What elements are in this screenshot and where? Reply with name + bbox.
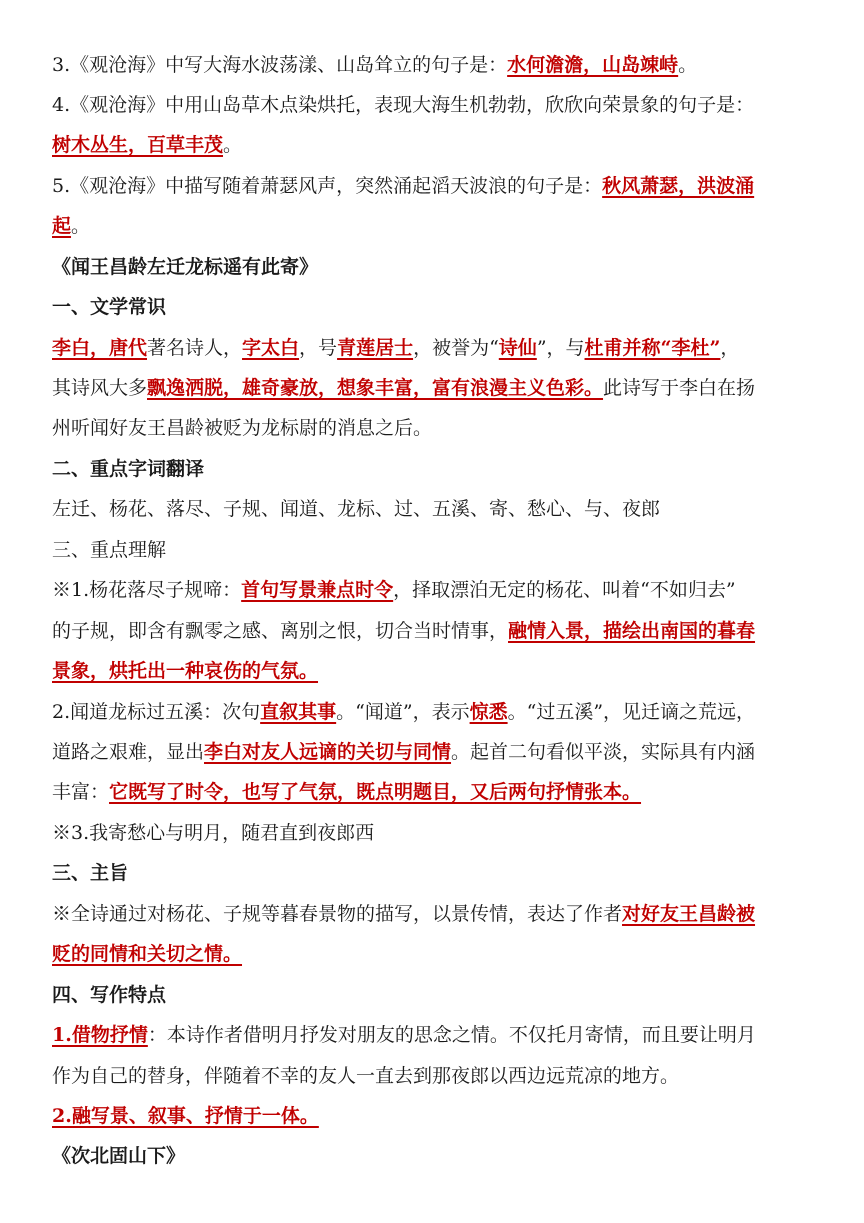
text-line [52, 618, 755, 644]
body-text: 5.《观沧海》中描写随着萧瑟风声，突然涌起滔天波浪的句子是： [52, 175, 603, 197]
text-line [52, 860, 128, 886]
body-text: 。 [678, 54, 698, 76]
text-line [52, 92, 754, 118]
body-text: ，号 [299, 337, 338, 359]
text-line [52, 901, 755, 927]
highlighted-answer: 景象，烘托出一种哀伤的气氛。 [52, 660, 319, 682]
text-line [52, 294, 166, 320]
section-heading: 二、重点字词翻译 [52, 458, 205, 480]
body-text: ，被誉为“ [413, 337, 499, 359]
text-line [52, 982, 166, 1008]
section-heading: 三、主旨 [52, 862, 129, 884]
section-heading: 四、写作特点 [52, 984, 167, 1006]
highlighted-answer: 树木丛生，百草丰茂 [52, 134, 224, 156]
text-line [52, 941, 242, 967]
body-text: 著名诗人， [147, 337, 243, 359]
text-line [52, 496, 660, 522]
body-text: 三、重点理解 [52, 539, 167, 561]
text-line [52, 1022, 756, 1048]
body-text: 作为自己的替身，伴随着不幸的友人一直去到那夜郎以西边远荒凉的地方。 [52, 1065, 680, 1087]
text-line [52, 132, 242, 158]
highlighted-answer: 杜甫并称“李杜” [584, 337, 721, 359]
section-heading: 一、文学常识 [52, 296, 167, 318]
body-text: 。 [71, 215, 91, 237]
highlighted-answer: 2.融写景、叙事、抒情于一体。 [52, 1105, 319, 1127]
text-line [52, 699, 755, 725]
body-text: 。“闻道”，表示 [336, 701, 470, 723]
highlighted-answer: 首句写景兼点时令 [241, 579, 394, 601]
text-line [52, 173, 754, 199]
text-line [52, 779, 641, 805]
highlighted-answer: 诗仙 [498, 337, 537, 359]
body-text: ， [720, 337, 740, 359]
body-text: 道路之艰难，显出 [52, 741, 205, 763]
text-line [52, 213, 90, 239]
body-text: ，择取漂泊无定的杨花、叫着“不如归去” [393, 579, 736, 601]
body-text: ※3.我寄愁心与明月，随君直到夜郎西 [52, 822, 375, 844]
highlighted-answer: 飘逸洒脱，雄奇豪放，想象丰富，富有浪漫主义色彩。 [147, 377, 604, 399]
text-line [52, 1143, 185, 1169]
highlighted-answer: 起 [52, 215, 72, 237]
body-text: ”，与 [536, 337, 585, 359]
body-text: ：本诗作者借明月抒发对朋友的思念之情。不仅托月寄情，而且要让明月 [147, 1024, 756, 1046]
body-text: 4.《观沧海》中用山岛草木点染烘托，表现大海生机勃勃，欣欣向荣景象的句子是： [52, 94, 755, 116]
text-line [52, 254, 318, 280]
body-text: 此诗写于李白在扬 [603, 377, 756, 399]
text-line [52, 820, 374, 846]
highlighted-answer: 水何澹澹，山岛竦峙 [507, 54, 679, 76]
highlighted-answer: 直叙其事 [260, 701, 337, 723]
body-text: 的子规，即含有飘零之感、离别之恨，切合当时情事， [52, 620, 509, 642]
text-line [52, 375, 755, 401]
section-heading: 《闻王昌龄左迁龙标遥有此寄》 [52, 256, 319, 278]
text-line [52, 739, 755, 765]
body-text: 。 [223, 134, 243, 156]
body-text: ※全诗通过对杨花、子规等暮春景物的描写，以景传情，表达了作者 [52, 903, 623, 925]
body-text: 。“过五溪”，见迁谪之荒远， [507, 701, 756, 723]
highlighted-answer: 字太白 [242, 337, 300, 359]
text-line [52, 537, 166, 563]
text-line [52, 577, 736, 603]
body-text: 2.闻道龙标过五溪：次句 [52, 701, 261, 723]
body-text: 丰富： [52, 781, 110, 803]
text-line [52, 1063, 679, 1089]
body-text: ※1.杨花落尽子规啼： [52, 579, 242, 601]
text-line [52, 335, 739, 361]
body-text: 3.《观沧海》中写大海水波荡漾、山岛耸立的句子是： [52, 54, 508, 76]
highlighted-answer: 惊悉 [469, 701, 508, 723]
highlighted-answer: 李白，唐代 [52, 337, 148, 359]
section-heading: 《次北固山下》 [52, 1145, 186, 1167]
body-text: 。起首二句看似平淡，实际具有内涵 [451, 741, 756, 763]
text-line [52, 658, 318, 684]
body-text: 左迁、杨花、落尽、子规、闻道、龙标、过、五溪、寄、愁心、与、夜郎 [52, 498, 661, 520]
text-line [52, 456, 204, 482]
highlighted-answer: 青莲居士 [337, 337, 414, 359]
highlighted-answer: 李白对友人远谪的关切与同情 [204, 741, 452, 763]
text-line [52, 415, 432, 441]
highlighted-answer: 贬的同情和关切之情。 [52, 943, 243, 965]
body-text: 其诗风大多 [52, 377, 148, 399]
text-line [52, 52, 697, 78]
text-line [52, 1103, 319, 1129]
highlighted-answer: 融情入景，描绘出南国的暮春 [508, 620, 756, 642]
highlighted-answer: 对好友王昌龄被 [622, 903, 756, 925]
highlighted-answer: 秋风萧瑟，洪波涌 [602, 175, 755, 197]
highlighted-answer: 它既写了时令，也写了气氛，既点明题目，又后两句抒情张本。 [109, 781, 642, 803]
body-text: 州听闻好友王昌龄被贬为龙标尉的消息之后。 [52, 417, 433, 439]
highlighted-answer: 1.借物抒情 [52, 1024, 148, 1046]
